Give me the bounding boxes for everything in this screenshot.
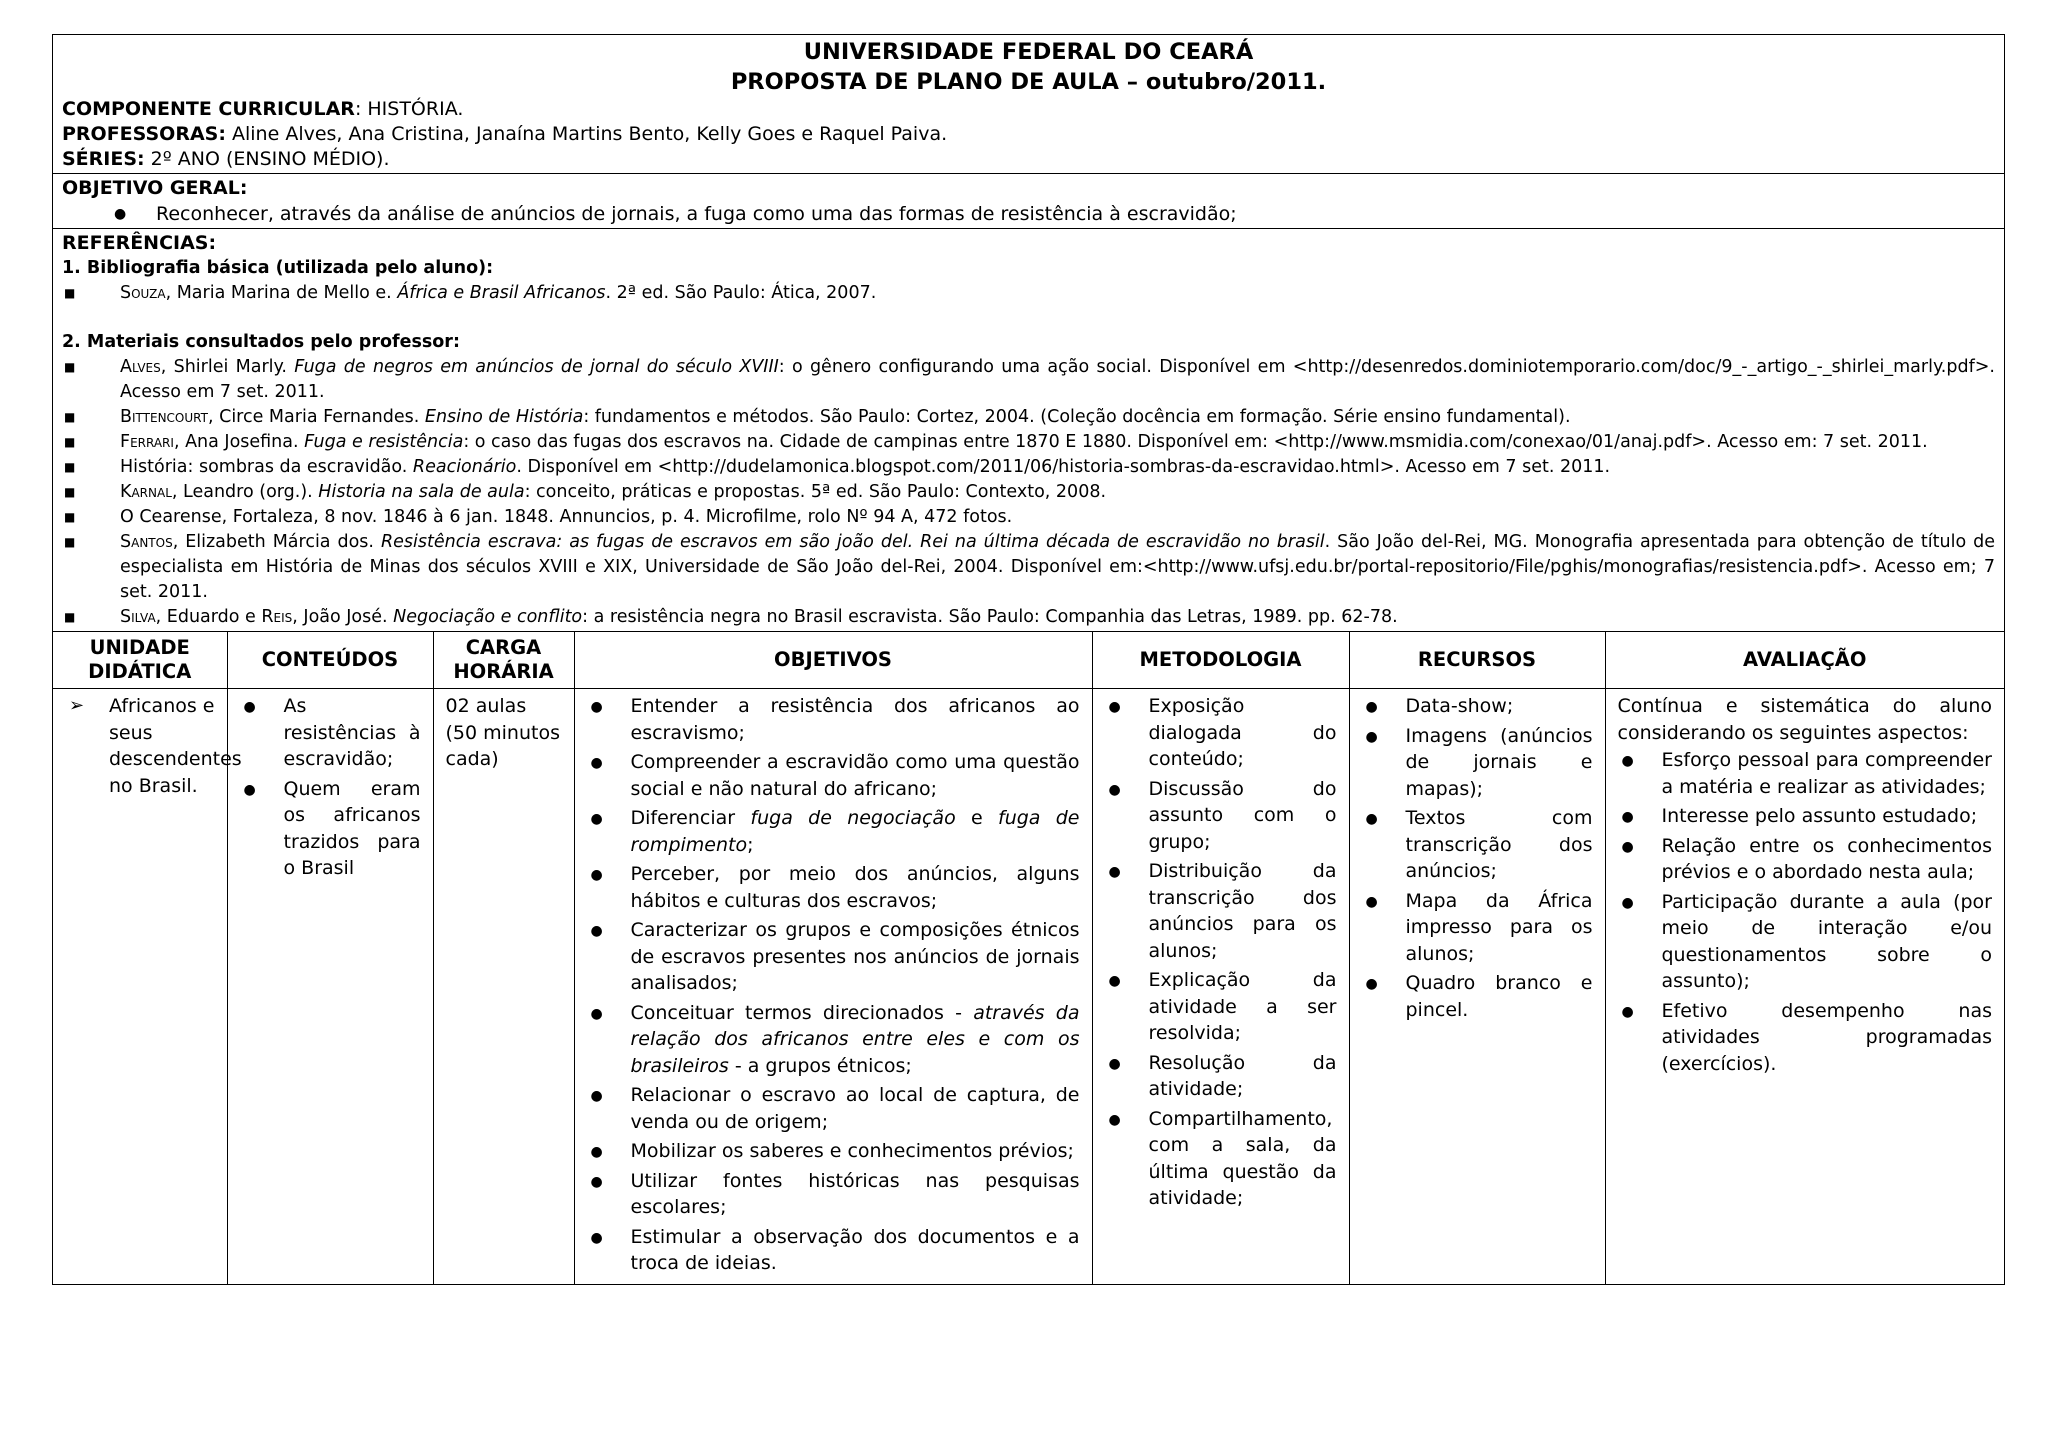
header-unidade: UNIDADE DIDÁTICA xyxy=(53,632,227,689)
bullet-icon: ● xyxy=(114,206,127,222)
cell-avaliacao xyxy=(1605,689,2004,1284)
recurso-item xyxy=(1362,723,1593,803)
bullet-icon: ● xyxy=(590,1005,603,1022)
bullet-icon: ● xyxy=(590,1173,603,1190)
reference-text: : a resistência negra no Brasil escravista. São Paulo: Companhia das Letras, 1989. pp. 62-78. xyxy=(582,607,1398,627)
reference-item xyxy=(62,455,1995,480)
reference-title: Fuga e resistência xyxy=(304,432,464,452)
bullet-icon: ● xyxy=(1365,976,1378,992)
square-bullet-icon: ■ xyxy=(64,610,76,624)
reference-text: . Disponível em <http://dudelamonica.blogspot.com/2011/06/historia-sombras-da-escravidao.html>. Acesso em 7 set. 2011. xyxy=(516,457,1611,477)
objetivo-item xyxy=(587,805,1080,858)
cell-recursos xyxy=(1349,689,1605,1284)
header-avaliacao: AVALIAÇÃO xyxy=(1605,632,2004,689)
reference-text: O Cearense, Fortaleza, 8 nov. 1846 à 6 jan. 1848. Annuncios, p. 4. Microfilme, rolo Nº 94 A, 472 fotos. xyxy=(120,507,1013,527)
table-header-row xyxy=(53,632,2004,689)
bullet-icon: ● xyxy=(1108,1111,1121,1128)
objetivo-item xyxy=(587,1000,1080,1080)
objetivo-geral-label: OBJETIVO GERAL: xyxy=(62,177,248,199)
objetivo-item xyxy=(587,1082,1080,1135)
metodologia-item-text: Compartilhamento, com a sala, da última questão da atividade; xyxy=(1148,1107,1337,1209)
reference-text: : fundamentos e métodos. São Paulo: Cortez, 2004. (Coleção docência em formação. Série ensino fundamental). xyxy=(583,407,1571,427)
bibliografia-basica-label: 1. Bibliografia básica (utilizada pelo aluno): xyxy=(62,258,494,278)
square-bullet-icon: ■ xyxy=(64,410,76,424)
recurso-item xyxy=(1362,693,1593,720)
objetivo-item-text: Entender a resistência dos africanos ao escravismo; xyxy=(630,695,1080,744)
reference-title: Fuga de negros em anúncios de jornal do século XVIII xyxy=(294,357,779,377)
reference-text: , Ana Josefina. xyxy=(173,432,305,452)
reference-title: Reacionário xyxy=(412,457,517,477)
avaliacao-item xyxy=(1618,889,1993,995)
avaliacao-item-text: Relação entre os conhecimentos prévios e o abordado nesta aula; xyxy=(1661,834,1992,883)
componente-label: COMPONENTE CURRICULAR xyxy=(62,98,355,120)
bullet-icon: ● xyxy=(1621,753,1634,769)
bullet-icon: ● xyxy=(1621,894,1634,911)
reference-author: Reis xyxy=(261,607,293,627)
reference-item xyxy=(62,530,1995,605)
objetivo-item xyxy=(587,693,1080,746)
reference-text: : conceito, práticas e propostas. 5ª ed. São Paulo: Contexto, 2008. xyxy=(524,482,1107,502)
reference-text: , Eduardo e xyxy=(155,607,262,627)
avaliacao-item xyxy=(1618,998,1993,1078)
materiais-label: 2. Materiais consultados pelo professor: xyxy=(62,332,460,352)
bullet-icon: ● xyxy=(1621,838,1634,855)
reference-item xyxy=(62,405,1995,430)
university-title: UNIVERSIDADE FEDERAL DO CEARÁ xyxy=(803,39,1254,65)
referencias-label: REFERÊNCIAS: xyxy=(62,232,217,254)
reference-text: . 2ª ed. São Paulo: Ática, 2007. xyxy=(605,283,877,303)
cell-carga xyxy=(433,689,574,1284)
reference-text: : o gênero configurando uma ação social. Disponível em <http://desenredos.dominiotemporario.com/doc/9_-_artigo_-_shirlei_marly.pdf>. Acesso em 7 set. 2011. xyxy=(120,357,1995,402)
bullet-icon: ● xyxy=(1108,864,1121,880)
objetivo-item-text: Caracterizar os grupos e composições étnicos de escravos presentes nos anúncios de jornais analisados; xyxy=(630,919,1080,994)
bullet-icon: ● xyxy=(590,699,603,715)
avaliacao-item-text: Esforço pessoal para compreender a matéria e realizar as atividades; xyxy=(1661,749,1992,798)
recurso-item-text: Quadro branco e pincel. xyxy=(1405,972,1593,1021)
avaliacao-item-text: Participação durante a aula (por meio de interação e/ou questionamentos sobre o assunto); xyxy=(1661,890,1992,992)
square-bullet-icon: ■ xyxy=(64,435,76,449)
objetivo-item-text: Utilizar fontes históricas nas pesquisas escolares; xyxy=(630,1169,1080,1218)
materiais-list xyxy=(62,355,1995,630)
metodologia-item-text: Exposição dialogada do conteúdo; xyxy=(1148,695,1337,770)
componente-value: : HISTÓRIA. xyxy=(354,98,464,120)
series-value: 2º ANO (ENSINO MÉDIO). xyxy=(144,148,390,170)
square-bullet-icon: ■ xyxy=(64,485,76,499)
header-carga: CARGA HORÁRIA xyxy=(433,632,574,689)
bullet-icon: ● xyxy=(590,923,603,939)
reference-item xyxy=(62,430,1995,455)
bullet-icon: ● xyxy=(1108,1055,1121,1072)
recurso-item xyxy=(1362,888,1593,968)
bullet-icon: ● xyxy=(1365,699,1378,715)
plan-table xyxy=(53,632,2004,1284)
reference-text: , Leandro (org.). xyxy=(171,482,319,502)
unidade-text: Africanos e seus descendentes no Brasil. xyxy=(109,695,242,797)
bullet-icon: ● xyxy=(1365,728,1378,745)
header-section xyxy=(53,35,2004,174)
reference-title: Resistência escrava: as fugas de escravos em são joão del. Rei na última década de escravidão no brasil xyxy=(380,532,1325,552)
professoras-value: Aline Alves, Ana Cristina, Janaína Martins Bento, Kelly Goes e Raquel Paiva. xyxy=(225,123,948,145)
square-bullet-icon: ■ xyxy=(64,460,76,474)
avaliacao-intro: Contínua e sistemática do aluno considerando os seguintes aspectos: xyxy=(1617,695,1992,744)
objetivo-item xyxy=(587,1224,1080,1277)
objetivo-geral-section xyxy=(53,174,2004,229)
bullet-icon: ● xyxy=(590,867,603,883)
objetivo-item-text: Diferenciar fuga de negociação e fuga de rompimento; xyxy=(630,807,1080,856)
reference-text: História: sombras da escravidão. xyxy=(120,457,413,477)
reference-text: , Shirlei Marly. xyxy=(160,357,295,377)
series-line xyxy=(62,147,1995,172)
metodologia-item xyxy=(1105,858,1337,964)
recurso-item xyxy=(1362,970,1593,1023)
avaliacao-item-text: Interesse pelo assunto estudado; xyxy=(1661,805,1978,827)
avaliacao-item-text: Efetivo desempenho nas atividades programadas (exercícios). xyxy=(1661,999,1992,1075)
recurso-item xyxy=(1362,805,1593,885)
metodologia-item xyxy=(1105,693,1337,773)
recurso-item-text: Imagens (anúncios de jornais e mapas); xyxy=(1405,724,1593,800)
objetivo-item-text: Conceituar termos direcionados - através da relação dos africanos entre eles e com os brasileiros - a grupos étnicos; xyxy=(630,1001,1080,1077)
bullet-icon: ● xyxy=(590,811,603,827)
cell-objetivos xyxy=(574,689,1092,1284)
reference-author: Santos xyxy=(120,532,173,552)
reference-item xyxy=(62,355,1995,405)
metodologia-item-text: Discussão do assunto com o grupo; xyxy=(1148,777,1337,853)
cell-metodologia xyxy=(1092,689,1349,1284)
reference-title: Negociação e conflito xyxy=(393,607,583,627)
objetivo-item xyxy=(587,1168,1080,1221)
objetivo-item-text: Estimular a observação dos documentos e a troca de ideias. xyxy=(630,1225,1080,1274)
objetivo-item-text: Relacionar o escravo ao local de captura, de venda ou de origem; xyxy=(630,1084,1080,1133)
bullet-icon: ● xyxy=(590,1144,603,1160)
recurso-item-text: Textos com transcrição dos anúncios; xyxy=(1405,807,1593,882)
avaliacao-item xyxy=(1618,803,1993,830)
cell-unidade xyxy=(53,689,242,1284)
reference-author: Souza xyxy=(120,283,166,303)
reference-author: Ferrari xyxy=(120,432,174,452)
reference-item xyxy=(62,281,1995,306)
objetivo-item xyxy=(587,861,1080,914)
square-bullet-icon: ■ xyxy=(64,510,76,524)
bullet-icon: ● xyxy=(1108,781,1121,798)
bullet-icon: ● xyxy=(590,1229,603,1246)
referencias-section xyxy=(53,229,2004,632)
carga-text: 02 aulas (50 minutos cada) xyxy=(445,695,560,770)
lesson-plan-document xyxy=(52,34,2005,1285)
metodologia-item xyxy=(1105,1106,1337,1212)
header-recursos: RECURSOS xyxy=(1349,632,1605,689)
objetivo-item-text: Perceber, por meio dos anúncios, alguns hábitos e culturas dos escravos; xyxy=(630,863,1080,912)
square-bullet-icon: ■ xyxy=(64,535,76,549)
arrow-bullet-icon: ➢ xyxy=(69,695,85,716)
professoras-label: PROFESSORAS: xyxy=(62,123,226,145)
metodologia-item xyxy=(1105,967,1337,1047)
cell-conteudos xyxy=(227,689,433,1284)
recurso-item-text: Mapa da África impresso para os alunos; xyxy=(1405,889,1593,965)
reference-item xyxy=(62,505,1995,530)
bullet-icon: ● xyxy=(1621,809,1634,825)
componente-line xyxy=(62,97,1995,122)
bullet-icon: ● xyxy=(243,781,256,798)
objetivo-item-text: Compreender a escravidão como uma questão social e não natural do africano; xyxy=(630,751,1080,800)
bullet-icon: ● xyxy=(590,1088,603,1104)
reference-author: Alves xyxy=(120,357,161,377)
bibliografia-basica-list xyxy=(62,281,1995,306)
reference-text: , Elizabeth Márcia dos. xyxy=(172,532,381,552)
reference-text: . São João del-Rei, MG. Monografia apresentada para obtenção de título de especialista em História de Minas dos séculos XVIII e XIX, Universidade de São João del-Rei, 2004. Disponível em:<http://www.ufsj.edu.br/portal-repositorio/File/pghis/monografias/resistencia.pdf>. Acesso em; 7 set. 2011. xyxy=(120,532,1995,602)
header-metodologia: METODOLOGIA xyxy=(1092,632,1349,689)
conteudo-item-text: As resistências à escravidão; xyxy=(283,695,421,770)
bullet-icon: ● xyxy=(590,755,603,771)
bullet-icon: ● xyxy=(1365,811,1378,827)
conteudo-item xyxy=(240,776,421,882)
bullet-icon: ● xyxy=(1108,973,1121,989)
metodologia-item-text: Explicação da atividade a ser resolvida; xyxy=(1148,969,1337,1044)
metodologia-item xyxy=(1105,776,1337,856)
bullet-icon: ● xyxy=(1365,893,1378,910)
recurso-item-text: Data-show; xyxy=(1405,695,1514,717)
series-label: SÉRIES: xyxy=(62,148,145,170)
objetivo-item xyxy=(587,917,1080,997)
objetivo-item-text: Mobilizar os saberes e conhecimentos prévios; xyxy=(630,1140,1074,1162)
objetivo-geral-text: Reconhecer, através da análise de anúncios de jornais, a fuga como uma das formas de resistência à escravidão; xyxy=(156,203,1237,225)
reference-text: : o caso das fugas dos escravos na. Cidade de campinas entre 1870 E 1880. Disponível em: <http://www.msmidia.com/conexao/01/anaj.pdf>. Acesso em: 7 set. 2011. xyxy=(463,432,1928,452)
reference-title: Ensino de História xyxy=(424,407,584,427)
objetivo-item xyxy=(587,1138,1080,1165)
reference-author: Silva xyxy=(120,607,156,627)
reference-text: , Maria Marina de Mello e. xyxy=(165,283,398,303)
header-objetivos: OBJETIVOS xyxy=(574,632,1092,689)
reference-text: , Circe Maria Fernandes. xyxy=(207,407,425,427)
professoras-line xyxy=(62,122,1995,147)
reference-title: África e Brasil Africanos xyxy=(397,283,606,303)
reference-item xyxy=(62,480,1995,505)
objetivo-geral-item xyxy=(62,201,1995,227)
bullet-icon: ● xyxy=(243,699,256,715)
reference-author: Bittencourt xyxy=(120,407,208,427)
avaliacao-item xyxy=(1618,833,1993,886)
table-row xyxy=(53,689,2004,1284)
square-bullet-icon: ■ xyxy=(64,286,76,300)
metodologia-item-text: Distribuição da transcrição dos anúncios para os alunos; xyxy=(1148,860,1337,962)
avaliacao-item xyxy=(1618,747,1993,800)
objetivo-item xyxy=(587,749,1080,802)
bullet-icon: ● xyxy=(1108,699,1121,715)
bullet-icon: ● xyxy=(1621,1003,1634,1020)
header-conteudos: CONTEÚDOS xyxy=(227,632,433,689)
proposal-title: PROPOSTA DE PLANO DE AULA – outubro/2011. xyxy=(730,69,1327,95)
conteudo-item xyxy=(240,693,421,773)
reference-text: , João José. xyxy=(292,607,394,627)
conteudo-item-text: Quem eram os africanos trazidos para o Brasil xyxy=(283,777,421,879)
metodologia-item xyxy=(1105,1050,1337,1103)
square-bullet-icon: ■ xyxy=(64,360,76,374)
metodologia-item-text: Resolução da atividade; xyxy=(1148,1051,1337,1100)
reference-item xyxy=(62,605,1995,630)
reference-title: Historia na sala de aula xyxy=(318,482,525,502)
reference-author: Karnal xyxy=(120,482,172,502)
